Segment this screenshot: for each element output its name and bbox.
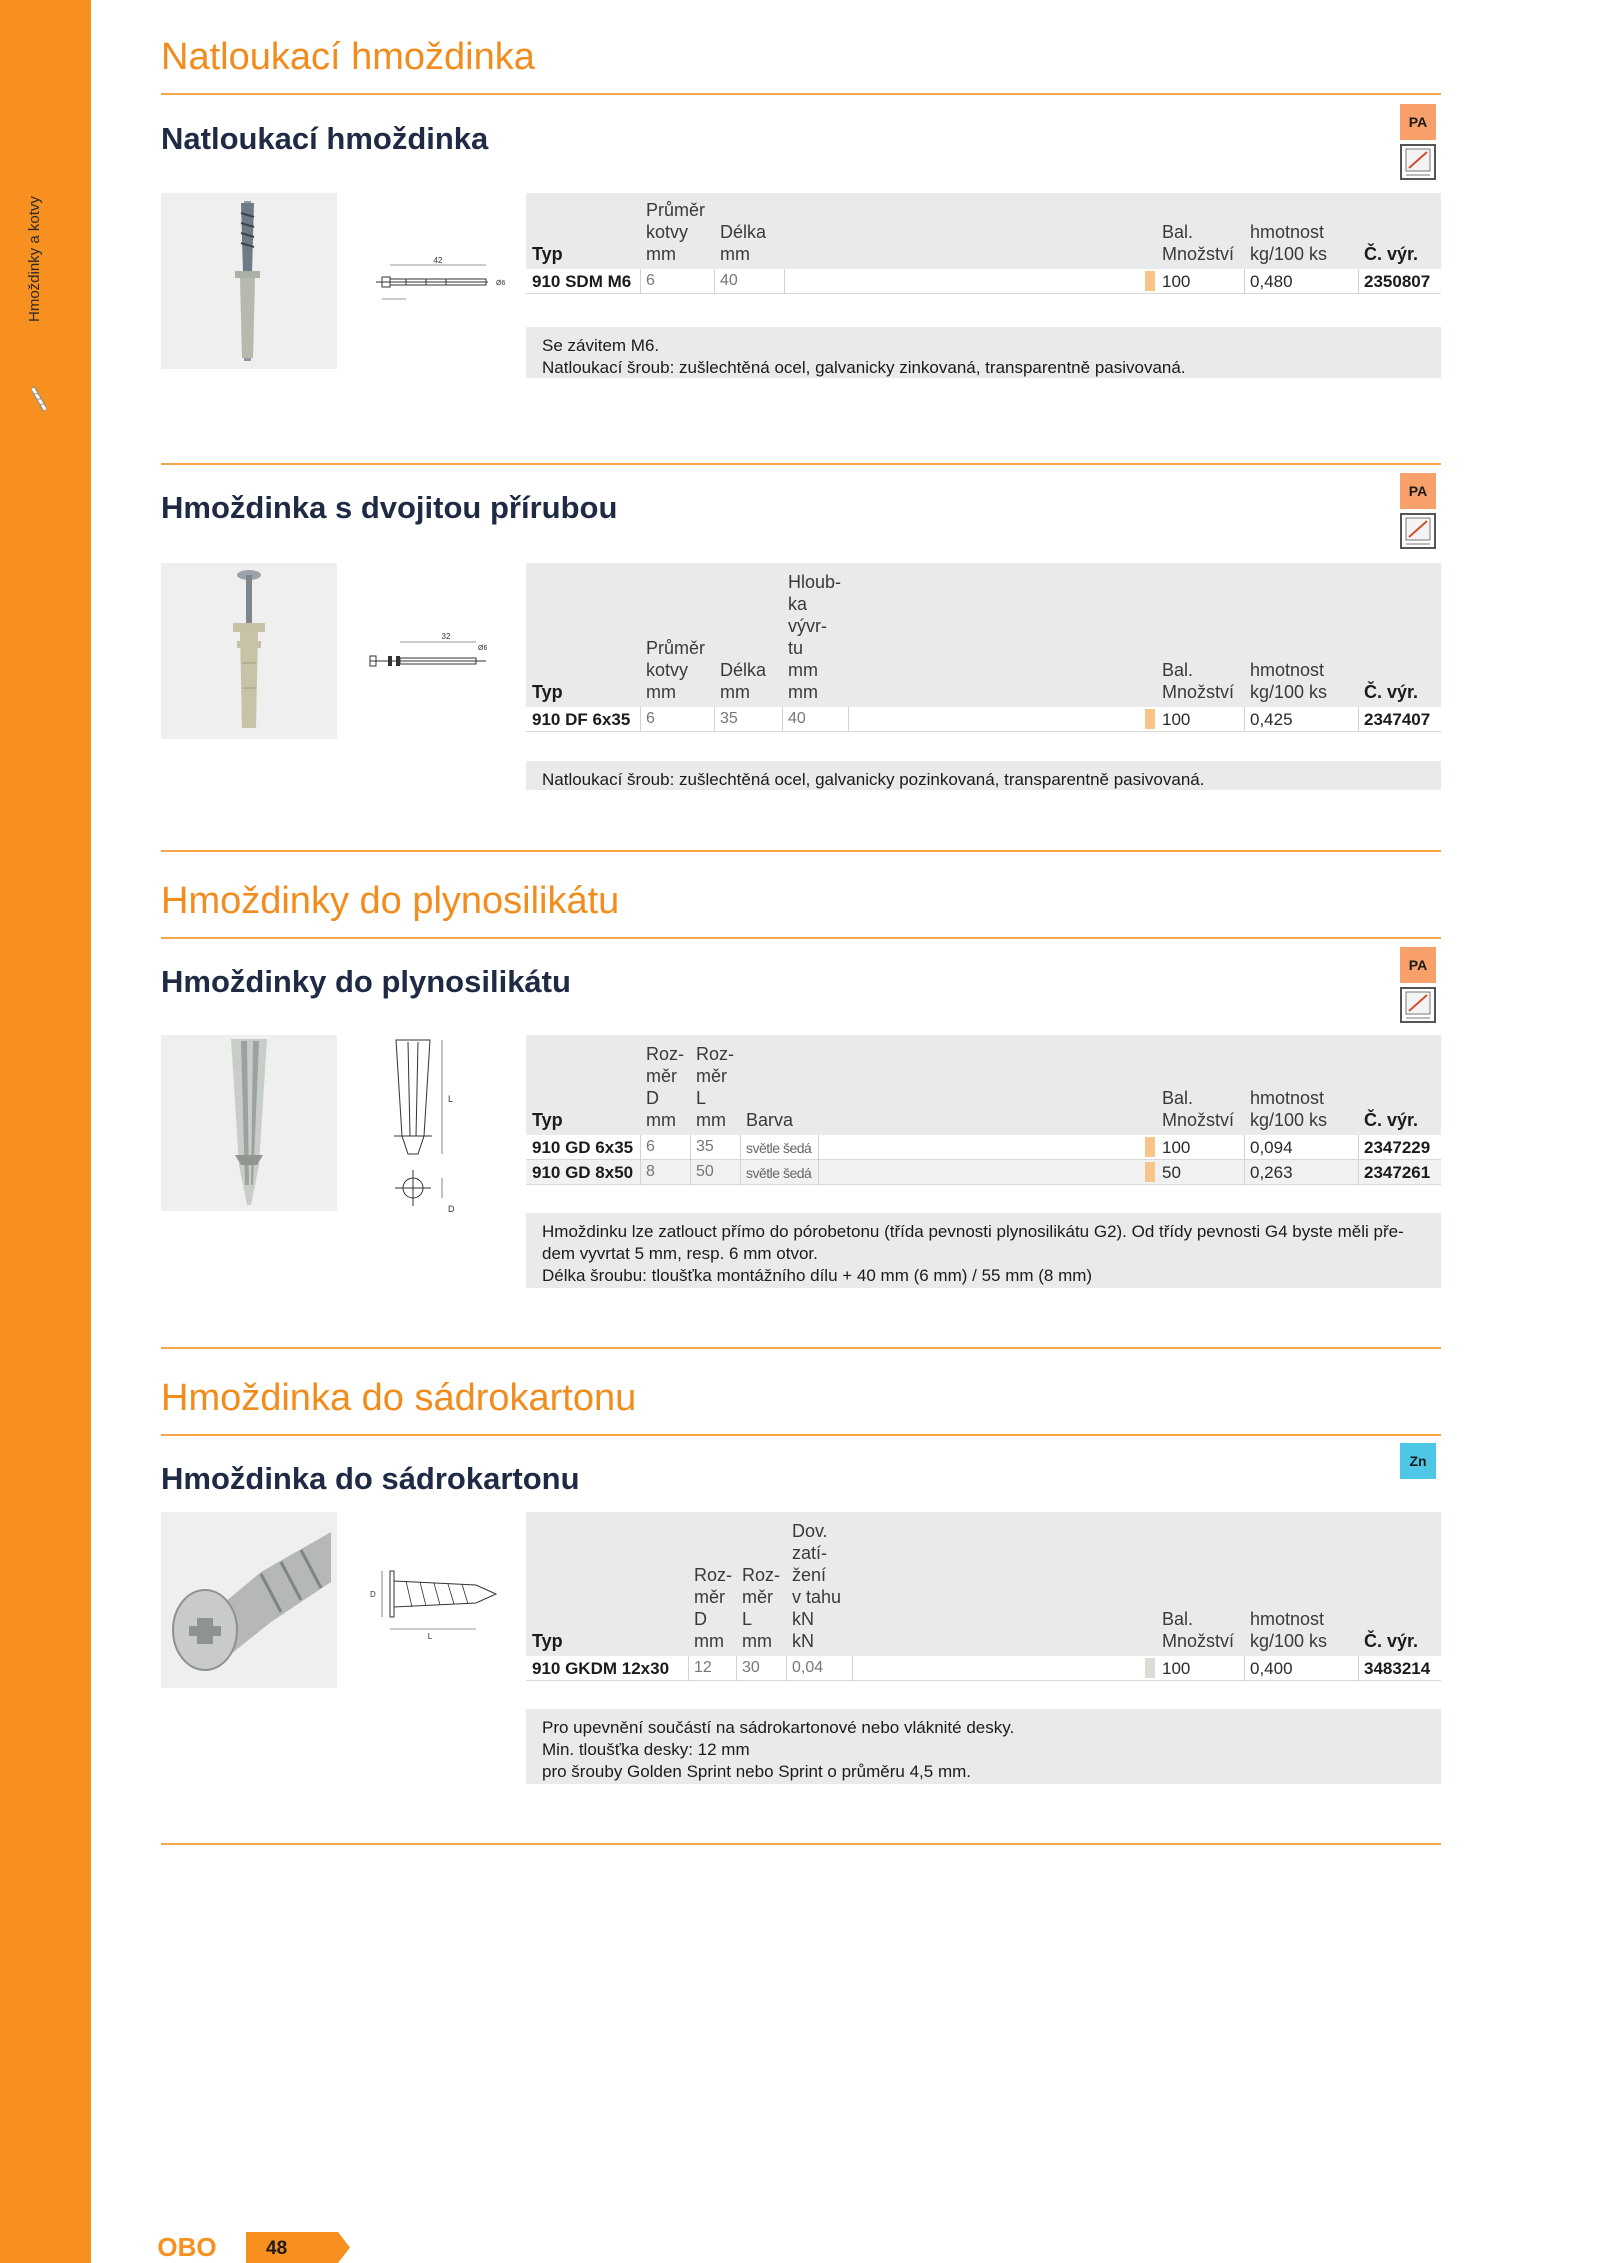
side-category-label: Hmoždinky a kotvy [26,196,43,322]
cell-rozmer-l: 50 [696,1163,714,1180]
drawing-diameter-label: Ø6 [496,280,506,287]
drawing-length-label: 42 [433,256,443,265]
cell-cislo: 2350807 [1364,272,1431,291]
cell-zatizeni: 0,04 [792,1659,824,1676]
cell-delka: 40 [720,272,738,289]
material-badge: PA [1400,104,1436,140]
cell-bal: 100 [1162,710,1191,729]
drawing-diameter-label: D [448,1204,455,1214]
technical-drawing [366,628,496,678]
technical-drawing [366,1567,506,1641]
cell-bal: 50 [1162,1163,1181,1182]
column-header-cislo: Č. výr. [1364,244,1419,264]
column-header-prumer: Průměr kotvy mm [646,200,706,264]
column-header-cislo: Č. výr. [1364,682,1419,702]
material-badge: PA [1400,473,1436,509]
cell-barva: světle šedá [746,1165,812,1181]
material-badge: Zn [1400,1443,1436,1479]
column-header-rozmer-l: Roz- měr L mm [696,1044,735,1130]
product-table [526,1035,1441,1185]
product-photo [161,1512,337,1688]
product-note [526,327,1441,378]
logo-text: OBO [157,2234,217,2260]
note-line: Pro upevnění součástí na sádrokartonové nebo vláknité desky. [542,1718,1015,1737]
product-table [526,1512,1441,1681]
row-marker [1145,1658,1155,1678]
row-marker [1145,271,1155,291]
cell-hmotnost: 0,480 [1250,272,1293,291]
product-photo [161,563,337,739]
note-line: Natloukací šroub: zušlechtěná ocel, galvanicky zinkovaná, transparentně pasivovaná. [542,358,1186,377]
column-header-hmotnost: hmotnost kg/100 ks [1250,1088,1328,1130]
cell-hmotnost: 0,263 [1250,1163,1293,1182]
cell-cislo: 2347229 [1364,1138,1431,1157]
row-marker [1145,1162,1155,1182]
drawing-length-label: L [427,1632,433,1641]
table-header [526,563,1441,707]
technical-drawing [380,1036,480,1220]
drawing-length-label: L [448,1094,454,1104]
row-marker [1145,1137,1155,1157]
table-header [526,1512,1441,1656]
anchor-icon [32,384,46,414]
technical-drawing [366,255,506,311]
table-row [526,707,1441,732]
drawing-diameter-label: D [370,1590,376,1599]
page-number: 48 [266,2238,288,2259]
product-note [526,761,1441,790]
cell-hmotnost: 0,400 [1250,1659,1293,1678]
column-header-bal: Bal. Množství [1162,660,1235,702]
cell-rozmer-l: 30 [742,1659,760,1676]
section-title: Natloukací hmoždinka [161,36,535,78]
product-photo [161,193,337,369]
section-divider [161,463,1441,465]
note-line: Min. tloušťka desky: 12 mm [542,1740,750,1759]
drawing-length-label: 32 [441,632,451,641]
section-divider [161,1347,1441,1349]
section-divider [161,937,1441,939]
cell-barva: světle šedá [746,1140,812,1156]
cell-bal: 100 [1162,1138,1191,1157]
cell-cislo: 2347407 [1364,710,1431,729]
note-line: pro šrouby Golden Sprint nebo Sprint o průměru 4,5 mm. [542,1762,971,1781]
cell-hmotnost: 0,425 [1250,710,1293,729]
cell-cislo: 2347261 [1364,1163,1431,1182]
column-header-rozmer-d: Roz- měr D mm [646,1044,685,1130]
product-title: Hmoždinka s dvojitou přírubou [161,490,618,525]
column-header-typ: Typ [532,682,563,702]
cell-typ: 910 GD 6x35 [532,1138,634,1157]
column-header-typ: Typ [532,1631,563,1651]
table-header [526,1035,1441,1135]
column-header-rozmer-d: Roz- měr D mm [694,1565,733,1651]
cell-rozmer-d: 6 [646,1138,655,1155]
cell-prumer: 6 [646,272,655,289]
table-row [526,1656,1441,1681]
product-note [526,1709,1441,1784]
product-table [526,193,1441,294]
cell-prumer: 6 [646,710,655,727]
section-divider [161,850,1441,852]
cell-delka: 35 [720,710,738,727]
column-header-hmotnost: hmotnost kg/100 ks [1250,222,1328,264]
product-photo [161,1035,337,1211]
column-header-bal: Bal. Množství [1162,1088,1235,1130]
table-row [526,1160,1441,1185]
section-divider [161,1843,1441,1845]
material-badge: PA [1400,947,1436,983]
column-header-cislo: Č. výr. [1364,1110,1419,1130]
product-title: Natloukací hmoždinka [161,121,489,156]
column-header-delka: Délka mm [720,660,767,702]
cell-hmotnost: 0,094 [1250,1138,1293,1157]
cell-rozmer-d: 8 [646,1163,655,1180]
product-title: Hmoždinky do plynosilikátu [161,964,571,999]
column-header-hloubka: Hloub- ka vývr- tu mm mm [788,572,842,702]
certification-icon [1400,513,1436,549]
column-header-barva: Barva [746,1110,794,1130]
column-header-delka: Délka mm [720,222,767,264]
column-header-zatizeni: Dov. zatí- žení v tahu kN kN [792,1521,842,1651]
product-note [526,1213,1441,1288]
product-table [526,563,1441,732]
obo-logo [146,2234,228,2260]
certification-icon [1400,987,1436,1023]
drawing-diameter-label: Ø6 [478,645,488,652]
cell-typ: 910 DF 6x35 [532,710,631,729]
cell-rozmer-l: 35 [696,1138,714,1155]
cell-rozmer-d: 12 [694,1659,712,1676]
column-header-hmotnost: hmotnost kg/100 ks [1250,660,1328,702]
column-header-bal: Bal. Množství [1162,222,1235,264]
column-header-rozmer-l: Roz- měr L mm [742,1565,781,1651]
table-header [526,193,1441,269]
note-line: Natloukací šroub: zušlechtěná ocel, galvanicky pozinkovaná, transparentně pasivovaná. [542,770,1205,789]
cell-typ: 910 GKDM 12x30 [532,1659,670,1678]
cell-bal: 100 [1162,272,1191,291]
cell-typ: 910 SDM M6 [532,272,632,291]
cell-hloubka: 40 [788,710,806,727]
cell-cislo: 3483214 [1364,1659,1431,1678]
table-row [526,269,1441,294]
column-header-cislo: Č. výr. [1364,1631,1419,1651]
section-title: Hmoždinky do plynosilikátu [161,880,620,922]
note-line: Délka šroubu: tloušťka montážního dílu + 40 mm (6 mm) / 55 mm (8 mm) [542,1266,1093,1285]
column-header-typ: Typ [532,1110,563,1130]
column-header-bal: Bal. Množství [1162,1609,1235,1651]
column-header-prumer: Průměr kotvy mm [646,638,706,702]
cell-typ: 910 GD 8x50 [532,1163,634,1182]
section-title: Hmoždinka do sádrokartonu [161,1377,637,1419]
cell-bal: 100 [1162,1659,1191,1678]
note-line: Se závitem M6. [542,336,660,355]
section-divider [161,1434,1441,1436]
certification-icon [1400,144,1436,180]
note-line: Hmoždinku lze zatlouct přímo do pórobetonu (třída pevnosti plynosilikátu G2). Od třídy pevnosti G4 byste měli pře-dem vyvrtat 5 mm, resp. 6 mm otvor. [542,1222,1404,1263]
column-header-typ: Typ [532,244,563,264]
row-marker [1145,709,1155,729]
page-number-tab [246,2232,350,2263]
section-divider [161,93,1441,95]
table-row [526,1135,1441,1160]
side-strip [0,0,91,2263]
product-title: Hmoždinka do sádrokartonu [161,1461,580,1496]
column-header-hmotnost: hmotnost kg/100 ks [1250,1609,1328,1651]
